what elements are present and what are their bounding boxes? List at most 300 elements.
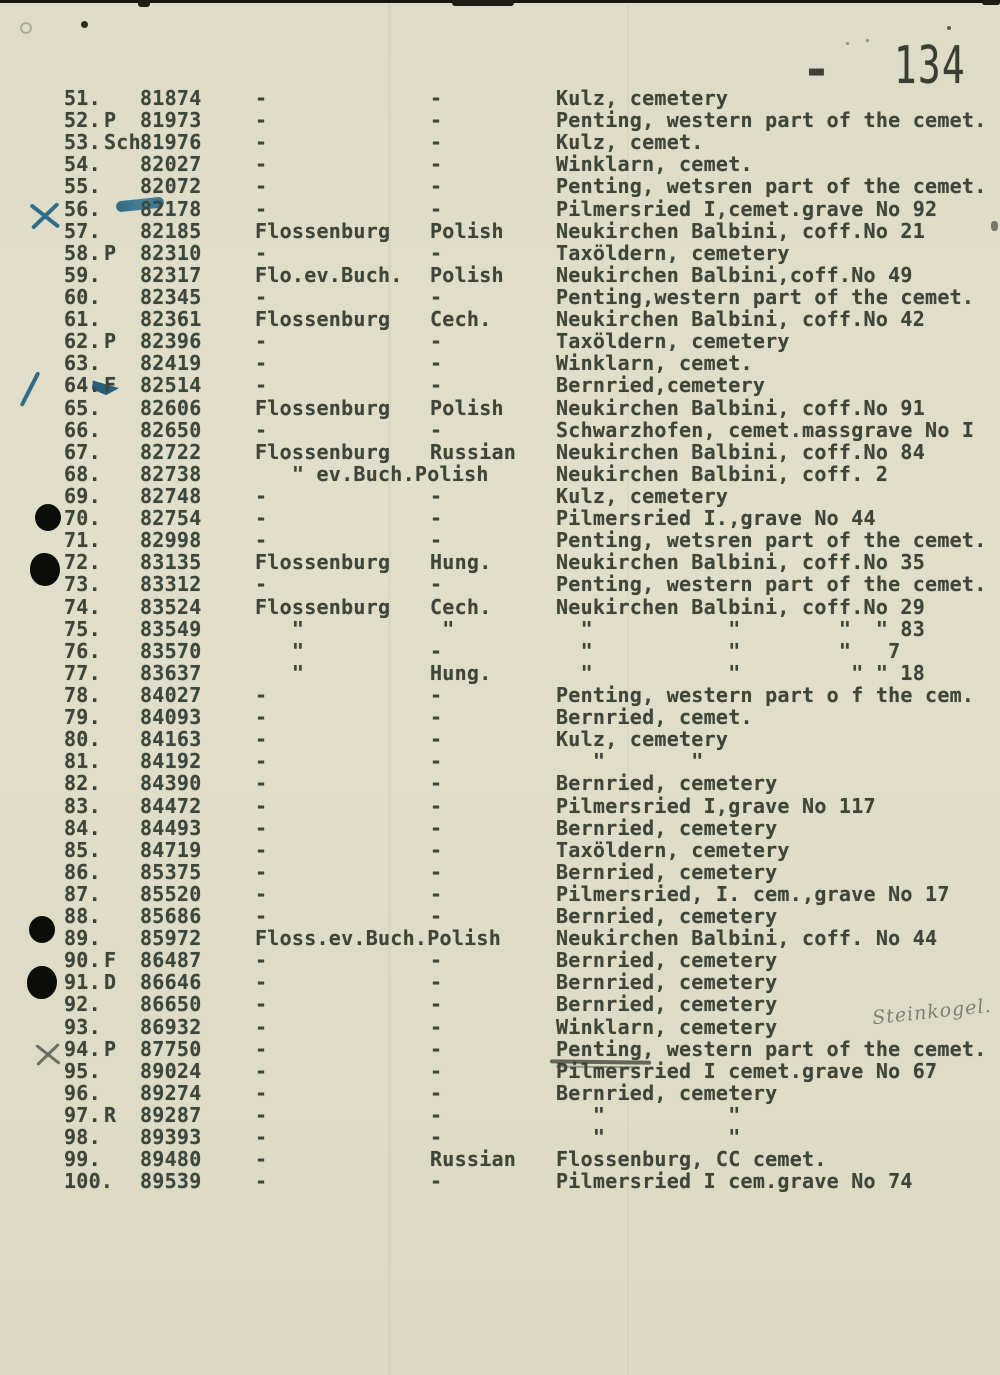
- camp-column: -: [255, 373, 268, 398]
- camp-column: -: [255, 417, 268, 442]
- row-number: 92.: [64, 992, 101, 1017]
- row-number: 96.: [64, 1080, 101, 1105]
- prefix-letter: [104, 463, 140, 485]
- nationality-column: -: [430, 417, 443, 442]
- burial-location: Kulz, cemetery: [556, 483, 729, 508]
- table-row: [0, 175, 1000, 197]
- camp-column: -: [255, 528, 268, 553]
- burial-location: Bernried, cemet.: [556, 705, 753, 730]
- burial-location: Penting, wetsren part of the cemet.: [556, 174, 987, 199]
- row-number: 61.: [64, 307, 101, 332]
- table-row: [0, 1082, 1000, 1104]
- paper-speck: [866, 39, 869, 42]
- prefix-letter: [104, 684, 140, 706]
- prefix-letter: [104, 1126, 140, 1148]
- prefix-letter: P: [104, 108, 117, 133]
- nationality-column: Hung.: [430, 660, 492, 685]
- row-number: 89.: [64, 926, 101, 951]
- prefix-letter: [104, 706, 140, 728]
- prisoner-number: 86646: [140, 970, 202, 995]
- burial-location: Pilmersried I cem.grave No 74: [556, 1169, 913, 1194]
- camp-column: -: [255, 483, 268, 508]
- nationality-column: -: [430, 108, 443, 133]
- nationality-column: -: [430, 793, 443, 818]
- camp-column: -: [255, 152, 268, 177]
- paper-speck: [947, 26, 951, 30]
- prefix-letter: [104, 905, 140, 927]
- nationality-column: -: [430, 638, 443, 663]
- prefix-letter: R: [104, 1103, 117, 1128]
- table-row: [0, 971, 1000, 993]
- prisoner-number: 89024: [140, 1058, 202, 1083]
- row-number: 69.: [64, 483, 101, 508]
- row-number: 57.: [64, 218, 101, 243]
- row-number: 80.: [64, 727, 101, 752]
- prefix-letter: [104, 551, 140, 573]
- prisoner-number: 85375: [140, 859, 202, 884]
- row-number: 68.: [64, 461, 101, 486]
- camp-column: -: [255, 705, 268, 730]
- prefix-letter: [104, 993, 140, 1015]
- burial-location: Pilmersried, I. cem.,grave No 17: [556, 881, 950, 906]
- table-row: [0, 861, 1000, 883]
- table-row: [0, 596, 1000, 618]
- camp-column: -: [255, 749, 268, 774]
- nationality-column: -: [430, 837, 443, 862]
- scan-edge-smudge: [452, 0, 514, 6]
- table-row: [0, 308, 1000, 330]
- row-number: 71.: [64, 528, 101, 553]
- prefix-letter: [104, 573, 140, 595]
- prefix-letter: P: [104, 329, 117, 354]
- camp-column: Flossenburg: [255, 439, 391, 464]
- row-number: 90.: [64, 948, 101, 973]
- camp-column: -: [255, 1147, 268, 1172]
- camp-column: -: [255, 108, 268, 133]
- table-row: [0, 1060, 1000, 1082]
- row-number: 56.: [64, 196, 101, 221]
- table-row: [0, 618, 1000, 640]
- prefix-letter: [104, 286, 140, 308]
- table-row: [0, 87, 1000, 109]
- row-number: 65.: [64, 395, 101, 420]
- row-number: 91.: [64, 970, 101, 995]
- table-row: [0, 131, 1000, 153]
- camp-column: -: [255, 329, 268, 354]
- prisoner-number: 85520: [140, 881, 202, 906]
- burial-location: Neukirchen Balbini, coff.No 84: [556, 439, 926, 464]
- scan-edge-smudge: [138, 0, 150, 7]
- camp-column: Floss.ev.Buch.Polish: [255, 926, 502, 951]
- nationality-column: -: [430, 815, 443, 840]
- table-row: [0, 286, 1000, 308]
- prefix-letter: [104, 419, 140, 441]
- prisoner-number: 82310: [140, 240, 202, 265]
- nationality-column: Russian: [430, 1147, 517, 1172]
- nationality-column: -: [430, 572, 443, 597]
- prefix-letter: [104, 1016, 140, 1038]
- nationality-column: -: [430, 1036, 443, 1061]
- nationality-column: -: [430, 682, 443, 707]
- page-number-dash: -: [802, 42, 832, 98]
- row-number: 53.: [64, 130, 101, 155]
- row-number: 52.: [64, 108, 101, 133]
- prisoner-number: 82754: [140, 506, 202, 531]
- prisoner-number: 83637: [140, 660, 202, 685]
- prisoner-number: 82361: [140, 307, 202, 332]
- table-row: [0, 419, 1000, 441]
- nationality-column: Cech.: [430, 307, 492, 332]
- prisoner-number: 83312: [140, 572, 202, 597]
- nationality-column: -: [430, 506, 443, 531]
- camp-column: -: [255, 1169, 268, 1194]
- camp-column: -: [255, 948, 268, 973]
- table-row: [0, 441, 1000, 463]
- table-row: [0, 1126, 1000, 1148]
- burial-location: Kulz, cemet.: [556, 130, 704, 155]
- prefix-letter: [104, 198, 140, 220]
- prisoner-number: 84192: [140, 749, 202, 774]
- table-row: [0, 551, 1000, 573]
- camp-column: -: [255, 904, 268, 929]
- burial-location: Schwarzhofen, cemet.massgrave No I: [556, 417, 975, 442]
- camp-column: -: [255, 1036, 268, 1061]
- nationality-column: -: [430, 351, 443, 376]
- prisoner-number: 82606: [140, 395, 202, 420]
- nationality-column: ": [430, 616, 455, 641]
- prefix-letter: P: [104, 240, 117, 265]
- prisoner-number: 83549: [140, 616, 202, 641]
- nationality-column: -: [430, 904, 443, 929]
- prisoner-number: 89287: [140, 1103, 202, 1128]
- nationality-column: -: [430, 284, 443, 309]
- table-row: [0, 352, 1000, 374]
- prefix-letter: D: [104, 970, 117, 995]
- camp-column: -: [255, 1103, 268, 1128]
- camp-column: -: [255, 572, 268, 597]
- row-number: 93.: [64, 1014, 101, 1039]
- prefix-letter: [104, 772, 140, 794]
- camp-column: -: [255, 130, 268, 155]
- nationality-column: -: [430, 130, 443, 155]
- camp-column: -: [255, 506, 268, 531]
- nationality-column: -: [430, 881, 443, 906]
- prisoner-number: 82185: [140, 218, 202, 243]
- nationality-column: -: [430, 1103, 443, 1128]
- camp-column: -: [255, 881, 268, 906]
- paper-speck: [81, 21, 88, 28]
- prefix-letter: [104, 728, 140, 750]
- burial-location: Taxöldern, cemetery: [556, 837, 790, 862]
- table-row: [0, 485, 1000, 507]
- table-row: [0, 198, 1000, 220]
- prisoner-number: 84472: [140, 793, 202, 818]
- burial-location: Neukirchen Balbini, coff.No 29: [556, 594, 926, 619]
- prisoner-number: 89539: [140, 1169, 202, 1194]
- row-number: 64.: [64, 373, 101, 398]
- camp-column: -: [255, 727, 268, 752]
- prisoner-number: 84093: [140, 705, 202, 730]
- row-number: 77.: [64, 660, 101, 685]
- nationality-column: Cech.: [430, 594, 492, 619]
- nationality-column: -: [430, 727, 443, 752]
- nationality-column: [430, 927, 556, 949]
- burial-location: Bernried, cemetery: [556, 904, 778, 929]
- prefix-letter: [104, 1082, 140, 1104]
- burial-location: Neukirchen Balbini, coff.No 42: [556, 307, 926, 332]
- table-row: [0, 772, 1000, 794]
- prisoner-number: 84390: [140, 771, 202, 796]
- row-number: 78.: [64, 682, 101, 707]
- prisoner-number: 89480: [140, 1147, 202, 1172]
- row-number: 84.: [64, 815, 101, 840]
- prefix-letter: [104, 817, 140, 839]
- row-number: 73.: [64, 572, 101, 597]
- camp-column: -: [255, 86, 268, 110]
- camp-column: Flossenburg: [255, 550, 391, 575]
- prisoner-number: 84027: [140, 682, 202, 707]
- table-row: [0, 1038, 1000, 1060]
- prefix-letter: [104, 264, 140, 286]
- burial-location: Penting, western part of the cemet.: [556, 108, 987, 133]
- prisoner-number: 82722: [140, 439, 202, 464]
- camp-column: -: [255, 837, 268, 862]
- burial-location: Pilmersried I cemet.grave No 67: [556, 1058, 938, 1083]
- table-row: [0, 993, 1000, 1015]
- row-number: 86.: [64, 859, 101, 884]
- nationality-column: Polish: [430, 395, 504, 420]
- row-number: 98.: [64, 1125, 101, 1150]
- prisoner-number: 86650: [140, 992, 202, 1017]
- table-row: [0, 750, 1000, 772]
- camp-column: -: [255, 1014, 268, 1039]
- row-number: 88.: [64, 904, 101, 929]
- burial-location: " " " " 83: [556, 616, 926, 641]
- burial-location: Pilmersried I.,grave No 44: [556, 506, 876, 531]
- prisoner-number: 82998: [140, 528, 202, 553]
- prisoner-number: 82345: [140, 284, 202, 309]
- burial-location: Bernried, cemetery: [556, 970, 778, 995]
- page-number: 134: [894, 36, 966, 96]
- burial-location: Taxöldern, cemetery: [556, 329, 790, 354]
- burial-location: " ": [556, 1125, 741, 1150]
- burial-location: Pilmersried I,cemet.grave No 92: [556, 196, 938, 221]
- prefix-letter: Sch: [104, 130, 141, 155]
- burial-location: Bernried, cemetery: [556, 771, 778, 796]
- prisoner-number: 82748: [140, 483, 202, 508]
- burial-location: Bernried, cemetery: [556, 992, 778, 1017]
- nationality-column: -: [430, 528, 443, 553]
- camp-column: " ev.Buch.Polish: [255, 461, 489, 486]
- prisoner-number: 83570: [140, 638, 202, 663]
- nationality-column: Polish: [430, 218, 504, 243]
- nationality-column: -: [430, 174, 443, 199]
- camp-column: -: [255, 771, 268, 796]
- prefix-letter: [104, 795, 140, 817]
- table-row: [0, 242, 1000, 264]
- prefix-letter: [104, 596, 140, 618]
- camp-column: -: [255, 196, 268, 221]
- camp-column: -: [255, 1058, 268, 1083]
- table-row: [0, 839, 1000, 861]
- nationality-column: -: [430, 859, 443, 884]
- row-number: 59.: [64, 262, 101, 287]
- row-number: 62.: [64, 329, 101, 354]
- row-number: 67.: [64, 439, 101, 464]
- camp-column: Flossenburg: [255, 218, 391, 243]
- prefix-letter: P: [104, 1036, 117, 1061]
- nationality-column: -: [430, 1125, 443, 1150]
- nationality-column: -: [430, 152, 443, 177]
- table-row: [0, 1148, 1000, 1170]
- camp-column: Flossenburg: [255, 395, 391, 420]
- prisoner-number: 82027: [140, 152, 202, 177]
- table-row: [0, 706, 1000, 728]
- row-number: 95.: [64, 1058, 101, 1083]
- table-row: [0, 1104, 1000, 1126]
- prefix-letter: [104, 1148, 140, 1170]
- table-row: [0, 330, 1000, 352]
- table-row: [0, 662, 1000, 684]
- burial-location: Bernried,cemetery: [556, 373, 766, 398]
- burial-location: Flossenburg, CC cemet.: [556, 1147, 827, 1172]
- prefix-letter: [104, 175, 140, 197]
- row-number: 85.: [64, 837, 101, 862]
- nationality-column: -: [430, 1080, 443, 1105]
- prefix-letter: [104, 640, 140, 662]
- camp-column: -: [255, 859, 268, 884]
- nationality-column: -: [430, 992, 443, 1017]
- table-row: [0, 905, 1000, 927]
- prisoner-number: 89274: [140, 1080, 202, 1105]
- camp-column: ": [255, 616, 305, 641]
- prefix-letter: [104, 861, 140, 883]
- table-row: [0, 264, 1000, 286]
- camp-column: -: [255, 284, 268, 309]
- burial-location: " ": [556, 1103, 741, 1128]
- table-row: [0, 153, 1000, 175]
- burial-location: Bernried, cemetery: [556, 948, 778, 973]
- burial-location: Winklarn, cemet.: [556, 351, 753, 376]
- prefix-letter: [104, 308, 140, 330]
- burial-location: Penting, western part of the cemet.: [556, 1036, 987, 1061]
- prisoner-number: 84493: [140, 815, 202, 840]
- row-number: 97.: [64, 1103, 101, 1128]
- row-number: 74.: [64, 594, 101, 619]
- burial-location: Kulz, cemetery: [556, 727, 729, 752]
- table-row: [0, 817, 1000, 839]
- prisoner-number: 82072: [140, 174, 202, 199]
- burial-location: Winklarn, cemetery: [556, 1014, 778, 1039]
- prisoner-number: 82317: [140, 262, 202, 287]
- nationality-column: -: [430, 948, 443, 973]
- handwritten-annotation: Steinkogel.: [871, 994, 993, 1030]
- paper-speck: [20, 22, 32, 34]
- nationality-column: -: [430, 970, 443, 995]
- burial-location: " " " " 18: [556, 660, 926, 685]
- row-number: 94.: [64, 1036, 101, 1061]
- table-row: [0, 795, 1000, 817]
- nationality-column: -: [430, 1014, 443, 1039]
- burial-location: Pilmersried I,grave No 117: [556, 793, 876, 818]
- prisoner-number: 85686: [140, 904, 202, 929]
- camp-column: -: [255, 970, 268, 995]
- prisoner-number: 87750: [140, 1036, 202, 1061]
- prefix-letter: [104, 927, 140, 949]
- camp-column: Flo.ev.Buch.: [255, 262, 403, 287]
- prefix-letter: [104, 220, 140, 242]
- row-number: 54.: [64, 152, 101, 177]
- burial-location: Bernried, cemetery: [556, 1080, 778, 1105]
- table-row: [0, 573, 1000, 595]
- table-row: [0, 1016, 1000, 1038]
- prefix-letter: [104, 397, 140, 419]
- prisoner-number: 86932: [140, 1014, 202, 1039]
- table-row: [0, 949, 1000, 971]
- prefix-letter: [104, 352, 140, 374]
- prisoner-number: 82738: [140, 461, 202, 486]
- prisoner-number: 81976: [140, 130, 202, 155]
- prefix-letter: [104, 839, 140, 861]
- table-row: [0, 529, 1000, 551]
- table-row: [0, 507, 1000, 529]
- table-row: [0, 684, 1000, 706]
- camp-column: -: [255, 240, 268, 265]
- camp-column: ": [255, 660, 305, 685]
- deaths-table: [0, 87, 1000, 1192]
- burial-location: Neukirchen Balbini, coff.No 91: [556, 395, 926, 420]
- prefix-letter: [104, 153, 140, 175]
- row-number: 99.: [64, 1147, 101, 1172]
- row-number: 58.: [64, 240, 101, 265]
- prisoner-number: 82178: [140, 196, 202, 221]
- row-number: 76.: [64, 638, 101, 663]
- burial-location: Bernried, cemetery: [556, 859, 778, 884]
- table-row: [0, 640, 1000, 662]
- table-row: [0, 109, 1000, 131]
- burial-location: Bernried, cemetery: [556, 815, 778, 840]
- nationality-column: -: [430, 240, 443, 265]
- burial-location: Winklarn, cemet.: [556, 152, 753, 177]
- row-number: 51.: [64, 86, 101, 110]
- prisoner-number: 83135: [140, 550, 202, 575]
- prisoner-number: 86487: [140, 948, 202, 973]
- burial-location: Penting, wetsren part of the cemet.: [556, 528, 987, 553]
- prisoner-number: 82514: [140, 373, 202, 398]
- prefix-letter: [104, 618, 140, 640]
- prisoner-number: 82650: [140, 417, 202, 442]
- row-number: 70.: [64, 506, 101, 531]
- burial-location: Taxöldern, cemetery: [556, 240, 790, 265]
- nationality-column: -: [430, 705, 443, 730]
- camp-column: -: [255, 174, 268, 199]
- nationality-column: Russian: [430, 439, 517, 464]
- nationality-column: -: [430, 373, 443, 398]
- scan-edge-smudge: [982, 0, 1000, 5]
- camp-column: -: [255, 992, 268, 1017]
- camp-column: -: [255, 1080, 268, 1105]
- camp-column: -: [255, 793, 268, 818]
- prefix-letter: [104, 507, 140, 529]
- prisoner-number: 82396: [140, 329, 202, 354]
- table-row: [0, 883, 1000, 905]
- prefix-letter: [104, 87, 140, 109]
- prefix-letter: [104, 662, 140, 684]
- nationality-column: -: [430, 329, 443, 354]
- row-number: 63.: [64, 351, 101, 376]
- burial-location: " ": [556, 749, 704, 774]
- nationality-column: -: [430, 196, 443, 221]
